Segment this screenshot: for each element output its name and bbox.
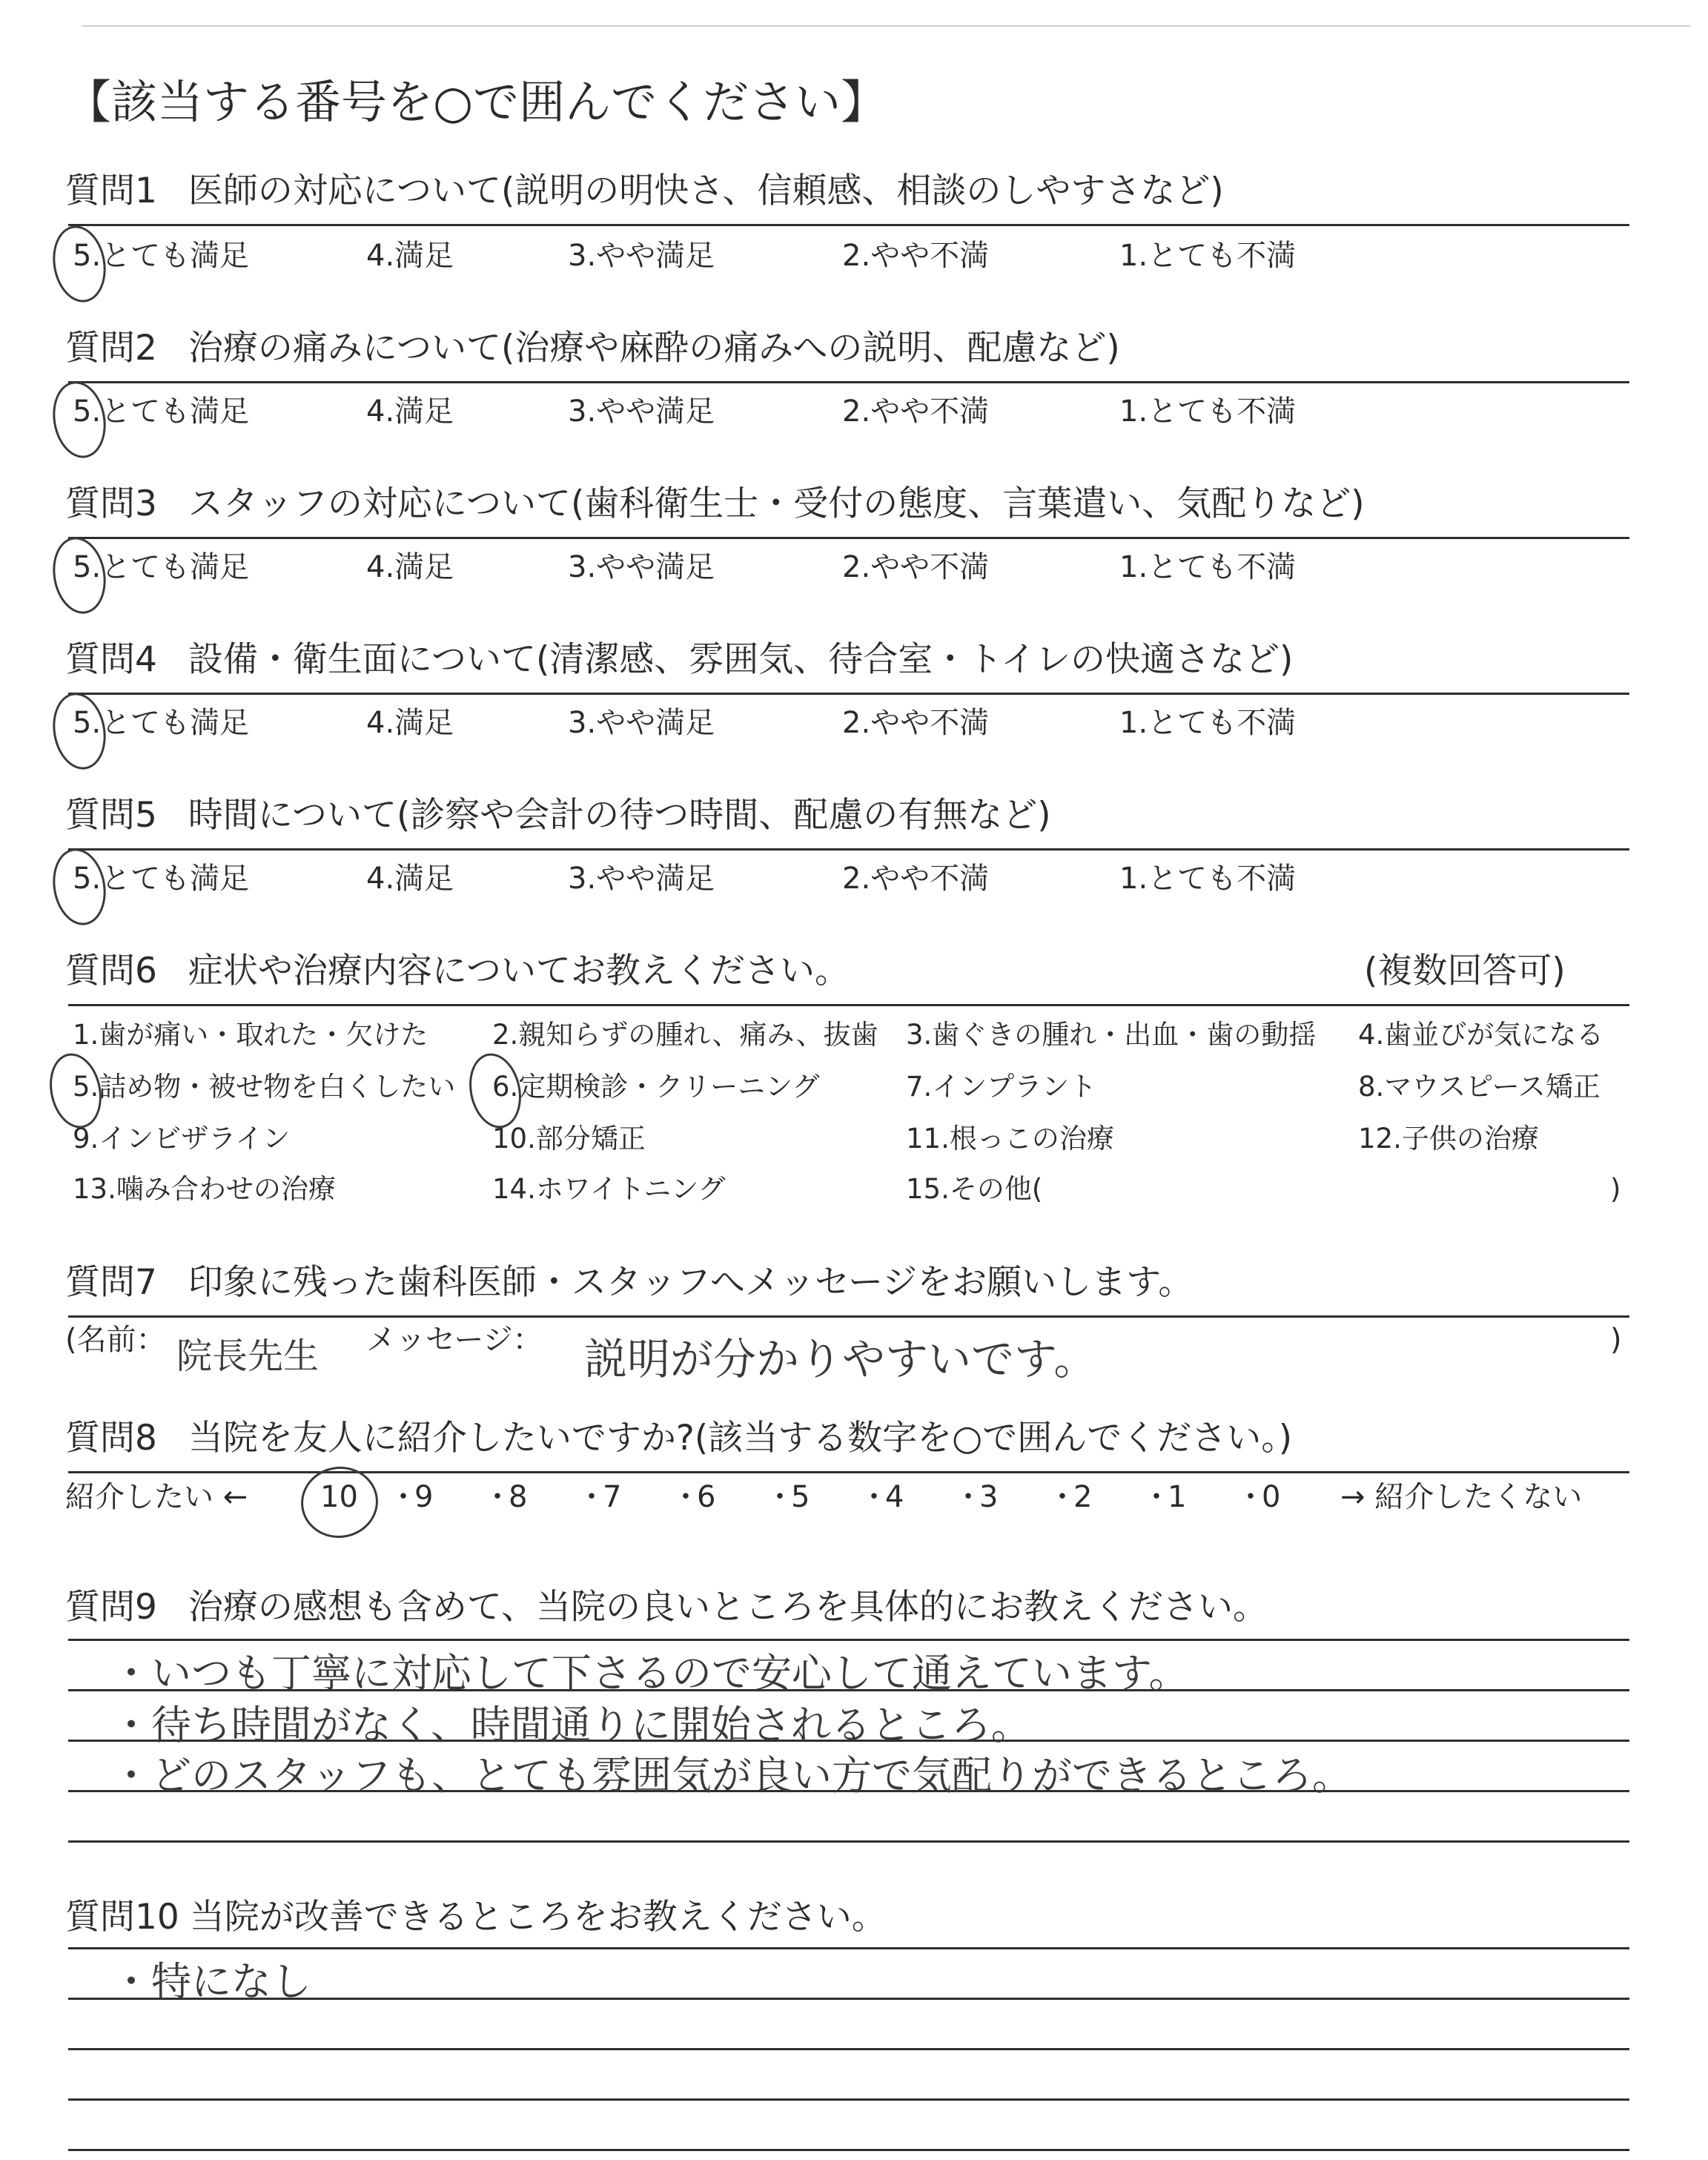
q7-message-label: メッセージ： bbox=[366, 1323, 543, 1357]
q7-name-value[interactable]: 院長先生 bbox=[176, 1335, 320, 1377]
q6-option-11[interactable]: 11.根っこの治療 bbox=[906, 1123, 1114, 1155]
top-edge-line bbox=[82, 25, 1690, 27]
divider bbox=[68, 848, 1629, 851]
scale-value-4[interactable]: 4 bbox=[885, 1480, 904, 1514]
q5-option-3[interactable]: 3.やや満足 bbox=[568, 862, 715, 896]
q4-selection-mark bbox=[47, 689, 112, 774]
q5-selection-mark bbox=[47, 845, 112, 930]
scale-value-8[interactable]: 8 bbox=[509, 1480, 528, 1514]
q2-option-4[interactable]: 4.満足 bbox=[366, 394, 454, 429]
scale-separator-dot: ・ bbox=[1236, 1480, 1265, 1514]
divider bbox=[68, 224, 1629, 226]
writing-line bbox=[68, 1639, 1629, 1641]
question-number: 質問1 bbox=[65, 171, 157, 211]
q5-option-4[interactable]: 4.満足 bbox=[366, 862, 454, 896]
question-number: 質問7 bbox=[65, 1262, 157, 1303]
scale-separator-dot: ・ bbox=[859, 1480, 889, 1514]
question-text: 症状や治療内容についてお教えください。 bbox=[188, 951, 850, 991]
question-number: 質問8 bbox=[65, 1418, 157, 1459]
q6-other-close-paren: ) bbox=[1610, 1173, 1621, 1205]
question-text: スタッフの対応について(歯科衛生士・受付の態度、言葉遣い、気配りなど) bbox=[188, 483, 1365, 524]
question-1-heading bbox=[65, 169, 1224, 214]
question-9-heading bbox=[65, 1585, 1268, 1630]
q6-option-2[interactable]: 2.親知らずの腫れ、痛み、抜歯 bbox=[492, 1019, 878, 1051]
scale-value-3[interactable]: 3 bbox=[979, 1480, 999, 1514]
q3-option-3[interactable]: 3.やや満足 bbox=[568, 550, 715, 584]
question-number: 質問6 bbox=[65, 951, 157, 991]
q6-selection-mark-6 bbox=[463, 1048, 528, 1133]
q6-option-5[interactable]: 5.詰め物・被せ物を白くしたい bbox=[73, 1071, 456, 1103]
q1-option-3[interactable]: 3.やや満足 bbox=[568, 239, 715, 273]
q9-answer-3[interactable]: ・どのスタッフも、とても雰囲気が良い方で気配りができるところ。 bbox=[111, 1752, 1352, 1799]
scale-value-5[interactable]: 5 bbox=[791, 1480, 810, 1514]
question-text: 当院を友人に紹介したいですか?(該当する数字を○で囲んでください。) bbox=[188, 1418, 1293, 1459]
scale-separator-dot: ・ bbox=[1047, 1480, 1077, 1514]
question-number: 質問2 bbox=[65, 328, 157, 369]
scale-value-10[interactable]: 10 bbox=[320, 1480, 358, 1514]
q3-option-1[interactable]: 1.とても不満 bbox=[1119, 550, 1297, 584]
q9-answer-1[interactable]: ・いつも丁寧に対応して下さるので安心して通えています。 bbox=[111, 1650, 1189, 1697]
q3-selection-mark bbox=[47, 533, 112, 618]
q10-answer-1[interactable]: ・特になし bbox=[111, 1958, 311, 2005]
q4-option-1[interactable]: 1.とても不満 bbox=[1119, 706, 1297, 740]
question-8-heading bbox=[65, 1416, 1292, 1461]
q1-option-1[interactable]: 1.とても不満 bbox=[1119, 239, 1297, 273]
q3-option-5[interactable]: 5.とても満足 bbox=[73, 550, 250, 584]
writing-line bbox=[68, 1840, 1629, 1843]
question-number: 質問3 bbox=[65, 483, 157, 524]
q6-option-3[interactable]: 3.歯ぐきの腫れ・出血・歯の動揺 bbox=[906, 1019, 1317, 1051]
q4-option-3[interactable]: 3.やや満足 bbox=[568, 706, 715, 740]
divider bbox=[68, 1315, 1629, 1318]
scale-separator-dot: ・ bbox=[577, 1480, 606, 1514]
scale-value-9[interactable]: 9 bbox=[414, 1480, 434, 1514]
question-7-heading bbox=[65, 1261, 1193, 1305]
writing-line bbox=[68, 2098, 1629, 2101]
question-number: 質問10 bbox=[65, 1897, 179, 1938]
scale-separator-dot: ・ bbox=[483, 1480, 512, 1514]
q1-selection-mark bbox=[47, 222, 112, 307]
scale-separator-dot: ・ bbox=[1142, 1480, 1171, 1514]
scale-value-2[interactable]: 2 bbox=[1073, 1480, 1093, 1514]
q6-option-7[interactable]: 7.インプラント bbox=[906, 1071, 1097, 1103]
question-6-heading bbox=[65, 949, 850, 994]
writing-line bbox=[68, 1947, 1629, 1949]
divider bbox=[68, 1471, 1629, 1473]
question-text: 医師の対応について(説明の明快さ、信頼感、相談のしやすさなど) bbox=[188, 171, 1224, 211]
scale-separator-dot: ・ bbox=[765, 1480, 795, 1514]
q7-message-value[interactable]: 説明が分かりやすいです。 bbox=[584, 1334, 1097, 1384]
q6-option-12[interactable]: 12.子供の治療 bbox=[1358, 1123, 1539, 1155]
scale-value-6[interactable]: 6 bbox=[697, 1480, 716, 1514]
q6-option-1[interactable]: 1.歯が痛い・取れた・欠けた bbox=[73, 1019, 428, 1051]
q3-option-2[interactable]: 2.やや不満 bbox=[842, 550, 990, 584]
question-number: 質問9 bbox=[65, 1587, 157, 1628]
scale-value-7[interactable]: 7 bbox=[603, 1480, 622, 1514]
divider bbox=[68, 1004, 1629, 1006]
recommend-left-label: 紹介したい ← bbox=[65, 1480, 248, 1514]
scale-separator-dot: ・ bbox=[388, 1480, 418, 1514]
question-3-heading bbox=[65, 482, 1365, 526]
q5-option-1[interactable]: 1.とても不満 bbox=[1119, 862, 1297, 896]
question-text: 当院が改善できるところをお教えください。 bbox=[189, 1897, 887, 1938]
question-text: 治療の感想も含めて、当院の良いところを具体的にお教えください。 bbox=[188, 1587, 1268, 1628]
q1-option-4[interactable]: 4.満足 bbox=[366, 239, 454, 273]
writing-line bbox=[68, 2149, 1629, 2151]
multiple-answer-note: (複数回答可) bbox=[1364, 951, 1566, 991]
q7-name-label: (名前： bbox=[65, 1323, 166, 1357]
scale-value-0[interactable]: 0 bbox=[1262, 1480, 1281, 1514]
q4-option-5[interactable]: 5.とても満足 bbox=[73, 706, 250, 740]
question-text: 印象に残った歯科医師・スタッフへメッセージをお願いします。 bbox=[188, 1262, 1194, 1303]
q2-option-3[interactable]: 3.やや満足 bbox=[568, 394, 715, 429]
writing-line bbox=[68, 2048, 1629, 2050]
divider bbox=[68, 537, 1629, 539]
divider bbox=[68, 693, 1629, 695]
q2-selection-mark bbox=[47, 377, 112, 463]
scale-separator-dot: ・ bbox=[953, 1480, 983, 1514]
divider bbox=[68, 381, 1629, 383]
question-text: 治療の痛みについて(治療や麻酔の痛みへの説明、配慮など) bbox=[188, 328, 1120, 369]
q6-option-15[interactable]: 15.その他( bbox=[906, 1173, 1043, 1205]
q6-option-9[interactable]: 9.インビザライン bbox=[73, 1123, 291, 1155]
q2-option-1[interactable]: 1.とても不満 bbox=[1119, 394, 1297, 429]
q6-option-4[interactable]: 4.歯並びが気になる bbox=[1358, 1019, 1604, 1051]
q2-option-5[interactable]: 5.とても満足 bbox=[73, 394, 250, 429]
question-2-heading bbox=[65, 326, 1120, 371]
question-number: 質問5 bbox=[65, 795, 157, 836]
q2-option-2[interactable]: 2.やや不満 bbox=[842, 394, 990, 429]
question-4-heading bbox=[65, 638, 1293, 682]
question-text: 設備・衛生面について(清潔感、雰囲気、待合室・トイレの快適さなど) bbox=[188, 639, 1294, 680]
question-text: 時間について(診察や会計の待つ時間、配慮の有無など) bbox=[188, 795, 1051, 836]
q4-option-4[interactable]: 4.満足 bbox=[366, 706, 454, 740]
instruction-header: 【該当する番号を○で囲んでください】 bbox=[65, 75, 887, 129]
scale-selection-mark bbox=[297, 1462, 383, 1543]
q1-option-5[interactable]: 5.とても満足 bbox=[73, 239, 250, 273]
q3-option-4[interactable]: 4.満足 bbox=[366, 550, 454, 584]
q6-option-14[interactable]: 14.ホワイトニング bbox=[492, 1173, 726, 1205]
question-10-heading bbox=[65, 1895, 887, 1940]
q6-option-6[interactable]: 6.定期検診・クリーニング bbox=[492, 1071, 820, 1103]
q1-option-2[interactable]: 2.やや不満 bbox=[842, 239, 990, 273]
q7-close-paren: ) bbox=[1610, 1323, 1622, 1357]
q6-option-13[interactable]: 13.噛み合わせの治療 bbox=[73, 1173, 336, 1205]
q9-answer-2[interactable]: ・待ち時間がなく、時間通りに開始されるところ。 bbox=[111, 1702, 1031, 1748]
q6-option-10[interactable]: 10.部分矯正 bbox=[492, 1123, 646, 1155]
scale-separator-dot: ・ bbox=[671, 1480, 701, 1514]
question-5-heading bbox=[65, 793, 1051, 838]
q6-selection-mark-5 bbox=[43, 1048, 108, 1133]
q5-option-2[interactable]: 2.やや不満 bbox=[842, 862, 990, 896]
recommend-right-label: → 紹介したくない bbox=[1340, 1480, 1583, 1514]
scale-value-1[interactable]: 1 bbox=[1168, 1480, 1187, 1514]
q6-option-8[interactable]: 8.マウスピース矯正 bbox=[1358, 1071, 1601, 1103]
q4-option-2[interactable]: 2.やや不満 bbox=[842, 706, 990, 740]
q5-option-5[interactable]: 5.とても満足 bbox=[73, 862, 250, 896]
question-number: 質問4 bbox=[65, 639, 157, 680]
